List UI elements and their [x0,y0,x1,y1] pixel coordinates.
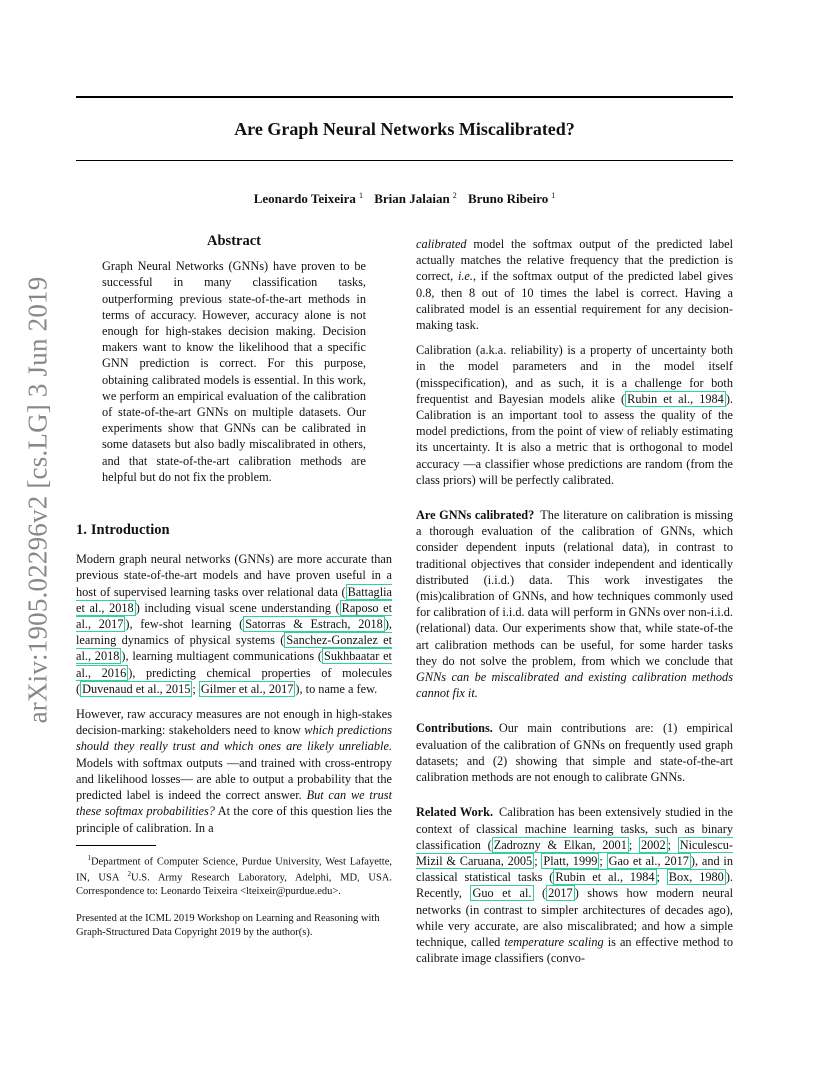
section-number: 1. [76,522,87,539]
arxiv-identifier: arXiv:1905.02296v2 [cs.LG] 3 Jun 2019 [22,276,53,724]
citation-link[interactable]: Rubin et al., 1984 [555,870,655,885]
citation-link[interactable]: Sukhbaatar et al., 2016 [76,649,392,680]
arxiv-stamp [18,276,58,724]
abstract-heading: Abstract [207,233,261,249]
citation-link[interactable]: Battaglia et al., 2018 [76,584,392,615]
author-name: Brian Jalaian [374,191,450,207]
paragraph-are-gnns-calibrated: Are GNNs calibrated? The literature on calibration is missing a thorough evaluation of the calibration of GNNs, which consider dependent inputs (relational data), in contrast to traditional objectives that consider independent and identically distributed (i.i.d.) data. This work investigates the (mis)calibration of GNNs, and how techniques commonly used for calibration of i.i.d. data will perform in GNNs over non-i.i.d. (relational) data. Our experiments show that, while state-of-the art calibration methods can be useful, for some harder tasks they do not solve the problem, from which we conclude that GNNs can be miscalibrated and existing calibration methods cannot fix it. [416,508,733,701]
citation-link[interactable]: Sanchez-Gonzalez et al., 2018 [76,633,392,664]
author-2 [374,191,457,206]
intro-paragraph-2: However, raw accuracy measures are not enough in high-stakes decision-marking: stakeholders need to know which predictions should they really trust and which ones are likely unreliable. Models with softmax outputs —and trained with cross-entropy and likelihood losses— are able to output a probability that the predicted label is indeed the correct answer. But can we trust these softmax probabilities? At the core of this question lies the principle of calibration. In a [76,707,392,835]
right-paragraph-2: Calibration (a.k.a. reliability) is a property of uncertainty both in the model parameters and in the model itself (misspecification), and as such, it is a challenge for both frequentist and Bayesian models alike ( Rubin et al., 1984 ). Calibration is an important tool to assess the quality of the model predictions, from the point of view of reliably estimating its uncertainty. It is also a metric that is orthogonal to model accuracy —a classifier whose predictions are random (from the class priors) will be perfectly calibrated. [416,343,733,487]
citation-link[interactable]: Platt, 1999 [543,853,598,868]
citation-link[interactable]: Raposo et al., 2017 [76,600,392,632]
paragraph-heading: Related Work. [416,805,494,820]
citation-link[interactable]: Gao et al., 2017 [608,853,689,868]
left-column [76,233,392,939]
author-name: Bruno Ribeiro [467,191,549,207]
title-rule-top [76,96,733,98]
citation-link[interactable]: Gilmer et al., 2017 [200,681,294,696]
citation-link[interactable]: Satorras & Estrach, 2018 [245,617,383,632]
author-affiliation-mark: 2 [452,191,457,200]
right-paragraph-1: calibrated model the softmax output of the predicted label actually matches the relative frequency that the prediction is correct, i.e., if the softmax output of the predicted label gives 0.8, then 8 out of 10 times the label is correct. Having a calibrated model is an essential requirement for any decision-making task. [416,237,734,333]
author-name: Leonardo Teixeira [253,191,356,207]
paper-title: Are Graph Neural Networks Miscalibrated? [234,119,575,139]
paragraph-contributions: Contributions. Our main contributions are: (1) empirical evaluation of the calibration of GNNs on frequently used graph datasets; and (2) showing that simple and state-of-the-art calibration methods are not enough to calibrate GNNs. [416,721,733,785]
section-heading-introduction [76,522,392,538]
citation-link[interactable]: 2017 [548,886,573,901]
author-3 [468,191,555,206]
intro-paragraph-1: Modern graph neural networks (GNNs) are more accurate than previous state-of-the-art models and have proven useful in a host of supervised learning tasks over relational data ( Battaglia et al., 2018 ) including visual scene understanding ( Raposo et al., 2017 ), few-shot learning ( Satorras & Estrach, 2018 ), learning dynamics of physical systems ( Sanchez-Gonzalez et al., 2018 ), learning multiagent communications ( Sukhbaatar et al., 2016 ), predicting chemical properties of molecules ( Duvenaud et al., 2015 ; Gilmer et al., 2017 ), to name a few. [76,552,392,696]
abstract-text: Graph Neural Networks (GNNs) have proven to be successful in many classification tasks, outperforming previous state-of-the-art methods in terms of accuracy. However, accuracy alone is not enough for high-stakes decision making. Decision makers want to know the likelihood that a specific GNN prediction is correct. For this purpose, obtaining calibrated models is essential. In this work, we perform an empirical evaluation of the calibration of state-of-the-art GNNs on multiple datasets. Our experiments show that GNNs can be calibrated in some datasets but also badly miscalibrated in others, and that state-of-the-art calibration methods are helpful but do not fix the problem. [102,259,366,484]
citation-link[interactable]: Box, 1980 [668,870,724,885]
citation-link[interactable]: 2002 [641,837,666,852]
paragraph-heading: Are GNNs calibrated? [416,508,535,523]
paragraph-related-work: Related Work. Calibration has been extensively studied in the context of classical machine learning tasks, such as binary classification ( Zadrozny & Elkan, 2001 ; 2002 ; Niculescu-Mizil & Caruana, 2005 ; Platt, 1999 ; Gao et al., 2017 ), and in classical statistical tasks ( Rubin et al., 1984 ; Box, 1980 ). Recently, Guo et al. ( 2017 ) shows how modern neural networks (in contrast to simpler architectures of decades ago), while very accurate, are also miscalibrated; and how a simple technique, called temperature scaling is an effective method to calibrate image classifiers (convo- [416,805,734,966]
workshop-note: Presented at the ICML 2019 Workshop on Learning and Reasoning with Graph-Structured Data Copyright 2019 by the author(s). [76,913,380,938]
citation-link[interactable]: Niculescu-Mizil & Caruana, 2005 [416,837,733,868]
affiliation-footnote: $^1$Department of Computer Science, Purdue University, West Lafayette, IN, USA $^2$U.S. Army Research Laboratory, Adelphi, MD, USA. Correspondence to: Leonardo Teixeira <lteixeir@purdue.edu>. [76,853,393,898]
footnote-rule [76,845,156,846]
citation-link[interactable]: Zadrozny & Elkan, 2001 [493,837,627,852]
author-affiliation-mark: 1 [551,191,556,200]
section-title: Introduction [90,522,170,539]
right-column [416,236,733,975]
citation-link[interactable]: Rubin et al., 1984 [627,391,724,406]
title-rule-bottom [76,160,733,161]
author-1 [254,191,363,206]
author-affiliation-mark: 1 [358,191,363,200]
citation-link[interactable]: Guo et al. [472,886,532,901]
paragraph-heading: Contributions. [416,721,493,736]
author-list [76,191,733,207]
citation-link[interactable]: Duvenaud et al., 2015 [82,681,191,696]
